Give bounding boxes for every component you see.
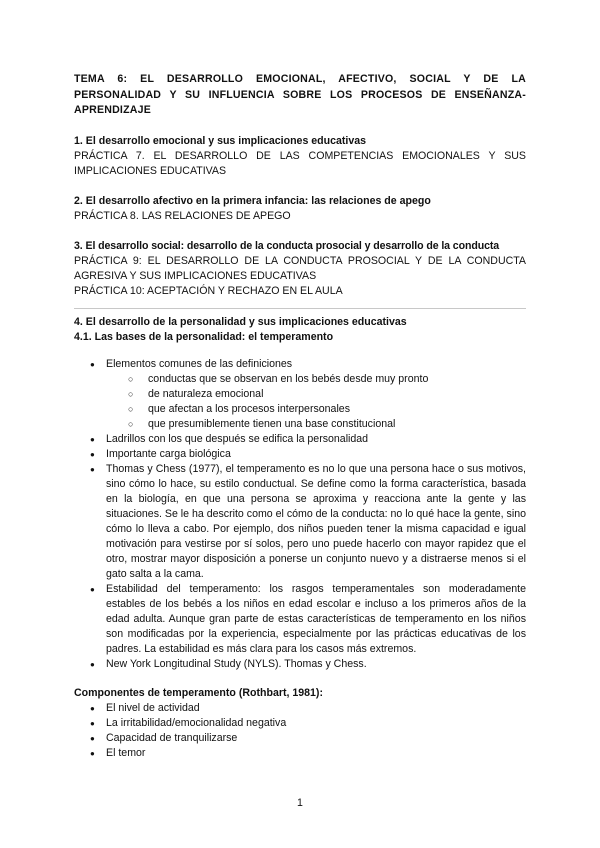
- sub-list: [90, 372, 526, 432]
- practice-10: PRÁCTICA 10: ACEPTACIÓN Y RECHAZO EN EL AULA: [74, 284, 343, 297]
- circle-bullet-icon: ○: [128, 403, 134, 414]
- section-4: [74, 315, 526, 345]
- list-item: [90, 357, 526, 432]
- circle-bullet-icon: ○: [128, 418, 134, 429]
- section-4-1-heading: 4.1. Las bases de la personalidad: el temperamento: [74, 330, 334, 343]
- list-item: [74, 746, 526, 761]
- section-2: [74, 194, 526, 224]
- sub-list-item: [90, 417, 526, 432]
- list-item: [74, 716, 526, 731]
- sub-list-item: [90, 372, 526, 387]
- bullet-icon: ●: [90, 434, 95, 444]
- circle-bullet-icon: ○: [128, 388, 134, 399]
- bullet-icon: ●: [90, 359, 95, 369]
- bullet-icon: ●: [90, 449, 95, 459]
- bullet-icon: ●: [90, 584, 95, 594]
- page-number: 1: [297, 797, 303, 809]
- document-page: [74, 72, 526, 761]
- section-3: [74, 239, 526, 299]
- practice-7: PRÁCTICA 7. EL DESARROLLO DE LAS COMPETENCIAS EMOCIONALES Y SUS IMPLICACIONES EDUCATIVAS: [74, 149, 526, 177]
- list-item-text: New York Longitudinal Study (NYLS). Thomas y Chess.: [106, 657, 367, 670]
- list-item-text: Importante carga biológica: [106, 447, 231, 460]
- section-divider: [74, 308, 526, 309]
- list-item-text: Elementos comunes de las definiciones: [106, 357, 293, 370]
- list-item: [74, 731, 526, 746]
- temperament-list: [90, 357, 526, 672]
- sub-list-item-text: que presumiblemente tienen una base constitucional: [148, 417, 396, 430]
- bullet-icon: ●: [90, 718, 95, 728]
- list-item: [74, 701, 526, 716]
- list-item: [90, 462, 526, 582]
- circle-bullet-icon: ○: [128, 373, 134, 384]
- sub-list-item-text: conductas que se observan en los bebés desde muy pronto: [148, 372, 429, 385]
- sub-list-item-text: de naturaleza emocional: [148, 387, 264, 400]
- section-2-heading: 2. El desarrollo afectivo en la primera infancia: las relaciones de apego: [74, 194, 431, 207]
- list-item-text: La irritabilidad/emocionalidad negativa: [106, 716, 287, 729]
- section-1-heading: 1. El desarrollo emocional y sus implicaciones educativas: [74, 134, 367, 147]
- bullet-icon: ●: [90, 703, 95, 713]
- list-item-text: Capacidad de tranquilizarse: [106, 731, 238, 744]
- bullet-icon: ●: [90, 733, 95, 743]
- sub-list-item: [90, 402, 526, 417]
- list-item-text: El temor: [106, 746, 146, 759]
- list-item: [90, 447, 526, 462]
- sub-list-item: [90, 387, 526, 402]
- practice-9: PRÁCTICA 9: EL DESARROLLO DE LA CONDUCTA PROSOCIAL Y DE LA CONDUCTA AGRESIVA Y SUS IMPLICACIONES EDUCATIVAS: [74, 254, 526, 282]
- list-item: [90, 657, 526, 672]
- bullet-icon: ●: [90, 659, 95, 669]
- bullet-icon: ●: [90, 464, 95, 474]
- sub-list-item-text: que afectan a los procesos interpersonales: [148, 402, 350, 415]
- document-title: TEMA 6: EL DESARROLLO EMOCIONAL, AFECTIVO, SOCIAL Y DE LA PERSONALIDAD Y SU INFLUENCIA SOBRE LOS PROCESOS DE ENSEÑANZA-APRENDIZAJE: [74, 73, 526, 116]
- components-list: [74, 701, 526, 761]
- list-item: [90, 582, 526, 657]
- list-item: [90, 432, 526, 447]
- list-item-text: El nivel de actividad: [106, 701, 200, 714]
- practice-8: PRÁCTICA 8. LAS RELACIONES DE APEGO: [74, 209, 291, 222]
- section-4-heading: 4. El desarrollo de la personalidad y sus implicaciones educativas: [74, 315, 407, 328]
- list-item-text: Ladrillos con los que después se edifica la personalidad: [106, 432, 369, 445]
- components-heading: Componentes de temperamento (Rothbart, 1981):: [74, 686, 323, 699]
- list-item-text: Estabilidad del temperamento: los rasgos temperamentales son moderadamente estables de los bebés a los niños en edad escolar e incluso a los primeros años de la edad adulta. Aunque gran parte de estas características de temperamento en los niños son modificadas por la experiencia, especialmente por las prácticas educativas de los padres. La estabilidad es más clara para los casos más extremos.: [106, 582, 526, 655]
- bullet-icon: ●: [90, 748, 95, 758]
- list-item-text: Thomas y Chess (1977), el temperamento es no lo que una persona hace o sus motivos, sino cómo lo hace, su estilo conductual. Se define como la forma característica, basada en la biología, en que una persona se aproxima y reacciona ante la gente y las situaciones. Se le ha descrito como el cómo de la conducta: no lo qué hace la gente, sino cómo lo lleva a cabo. Por ejemplo, dos niños pueden tener la misma capacidad e igual motivación para vestirse por sí solos, pero uno puede hacerlo con mayor rapidez que el otro, mostrar mayor disposición a ponerse un conjunto nuevo y a distraerse menos si el gato salta a la cama.: [106, 462, 526, 580]
- section-3-heading: 3. El desarrollo social: desarrollo de la conducta prosocial y desarrollo de la conducta: [74, 239, 500, 252]
- section-1: [74, 134, 526, 179]
